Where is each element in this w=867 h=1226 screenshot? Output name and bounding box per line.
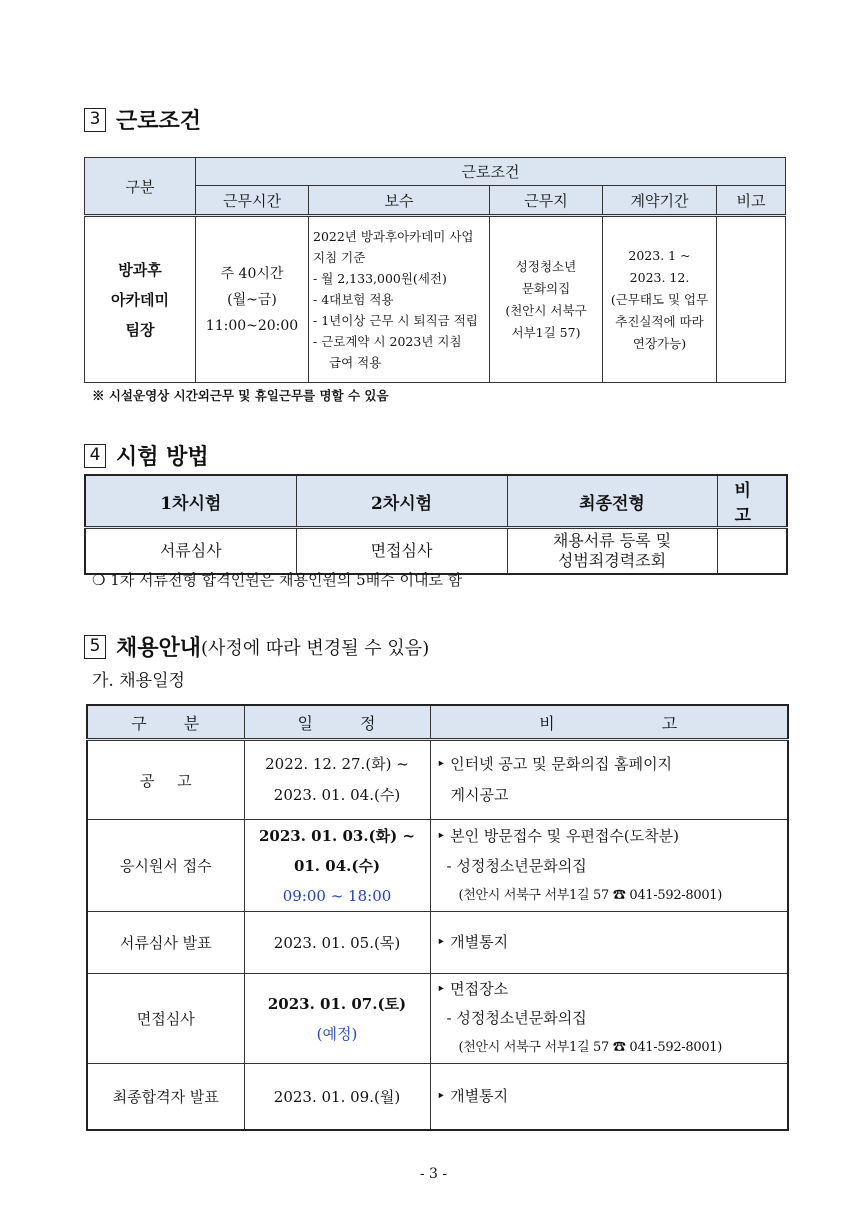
header-conditions: 근로조건 xyxy=(196,158,786,186)
cell-second-exam: 면접심사 xyxy=(296,528,507,574)
section-3-heading xyxy=(84,104,201,135)
pay-line: 급여 적용 xyxy=(329,355,382,370)
header-category: 구 분 xyxy=(87,705,244,740)
remark-line: ‣ 개별통지 xyxy=(436,1086,509,1105)
row-category xyxy=(85,216,196,383)
cell-remark xyxy=(430,1064,788,1130)
remark-line: - 성정청소년문화의집 xyxy=(446,856,587,875)
hours-line: (월~금) xyxy=(227,291,277,308)
hours-line: 11:00~20:00 xyxy=(205,317,299,334)
table-row xyxy=(87,740,788,820)
cell-date xyxy=(244,974,430,1064)
header-first-exam: 1차시험 xyxy=(85,475,296,528)
pay-line: 2022년 방과후아카데미 사업 xyxy=(313,229,474,244)
row-pay xyxy=(309,216,490,383)
section-4-note: ❍ 1차 서류전형 합격인원은 채용인원의 5배수 이내로 함 xyxy=(92,571,463,589)
row-remark xyxy=(717,216,786,383)
header-date: 일 정 xyxy=(244,705,430,740)
row-hours xyxy=(196,216,309,383)
header-second-exam: 2차시험 xyxy=(296,475,507,528)
date-line: 09:00 ~ 18:00 xyxy=(282,886,392,905)
header-pay: 보수 xyxy=(309,186,490,216)
period-line: 연장가능) xyxy=(632,335,687,351)
section-title: 근로조건 xyxy=(116,108,202,134)
remark-line: ‣ 본인 방문접수 및 우편접수(도착분) xyxy=(436,826,679,845)
date-line: (예정) xyxy=(316,1024,358,1043)
section-title: 채용안내 xyxy=(116,635,202,661)
remark-line: ‣ 개별통지 xyxy=(436,933,509,951)
remark-line: ‣ 면접장소 xyxy=(436,980,509,998)
section-number-box: 5 xyxy=(84,635,106,659)
date-line: 2023. 01. 05.(목) xyxy=(273,934,401,952)
category-line: 방과후 xyxy=(118,260,162,279)
category-line: 아카데미 xyxy=(111,290,169,309)
header-period: 계약기간 xyxy=(603,186,717,216)
pay-line: - 근로계약 시 2023년 지침 xyxy=(313,334,462,349)
header-category: 구분 xyxy=(85,158,196,216)
place-line: (천안시 서북구 xyxy=(505,302,587,318)
table-row xyxy=(87,1064,788,1130)
cell-category: 서류심사 발표 xyxy=(87,912,244,974)
cell-remark xyxy=(717,528,787,574)
section-title: 시험 방법 xyxy=(116,444,209,470)
period-line: 2023. 12. xyxy=(629,269,690,285)
section-4-heading xyxy=(84,440,209,471)
period-line: (근무태도 및 업무 xyxy=(610,291,709,307)
cell-remark xyxy=(430,820,788,912)
date-line: 2023. 01. 03.(화) ~ xyxy=(258,826,416,845)
row-period xyxy=(603,216,717,383)
pay-line: 지침 기준 xyxy=(313,250,366,265)
recruitment-schedule-table xyxy=(86,704,789,1131)
remark-line: (천안시 서북구 서부1길 57 ☎ 041-592-8001) xyxy=(458,1040,723,1055)
pay-line: - 월 2,133,000원(세전) xyxy=(313,271,447,286)
remark-line: - 성정청소년문화의집 xyxy=(446,1009,587,1027)
cell-date xyxy=(244,820,430,912)
section-3-note: ※ 시설운영상 시간외근무 및 휴일근무를 명할 수 있음 xyxy=(92,388,389,403)
cell-remark xyxy=(430,912,788,974)
cell-remark xyxy=(430,740,788,820)
header-remark: 비고 xyxy=(717,186,786,216)
cell-date xyxy=(244,1064,430,1130)
cell-remark xyxy=(430,974,788,1064)
cell-date xyxy=(244,912,430,974)
table-row xyxy=(87,820,788,912)
category-line: 팀장 xyxy=(125,320,155,339)
section-number-box: 3 xyxy=(84,108,106,132)
remark-line: (천안시 서북구 서부1길 57 ☎ 041-592-8001) xyxy=(458,887,723,903)
cell-first-exam: 서류심사 xyxy=(85,528,296,574)
section-subtitle: (사정에 따라 변경될 수 있음) xyxy=(201,637,430,659)
header-remark: 비 고 xyxy=(430,705,788,740)
date-line: 2023. 01. 09.(월) xyxy=(273,1087,401,1106)
final-line: 채용서류 등록 및 xyxy=(552,530,672,550)
header-place: 근무지 xyxy=(490,186,603,216)
place-line: 서부1길 57) xyxy=(511,324,581,340)
final-line: 성범죄경력조회 xyxy=(557,550,667,570)
exam-method-table xyxy=(84,474,788,575)
working-conditions-table xyxy=(84,157,786,383)
hours-line: 주 40시간 xyxy=(220,265,284,282)
period-line: 2023. 1 ~ xyxy=(628,247,691,263)
header-final: 최종전형 xyxy=(507,475,717,528)
date-line: 2023. 01. 07.(토) xyxy=(267,994,407,1013)
header-remark: 비 고 xyxy=(717,475,787,528)
pay-line: - 1년이상 근무 시 퇴직금 적립 xyxy=(313,313,478,328)
period-line: 추진실적에 따라 xyxy=(615,313,704,329)
cell-category: 응시원서 접수 xyxy=(87,820,244,912)
cell-category: 공 고 xyxy=(87,740,244,820)
section-number-box: 4 xyxy=(84,444,106,468)
place-line: 성정청소년 xyxy=(515,258,577,274)
cell-category: 최종합격자 발표 xyxy=(87,1064,244,1130)
table-row xyxy=(87,974,788,1064)
row-place xyxy=(490,216,603,383)
section-5-heading xyxy=(84,631,429,662)
date-line: 2023. 01. 04.(수) xyxy=(273,786,401,804)
cell-final xyxy=(507,528,717,574)
cell-category: 면접심사 xyxy=(87,974,244,1064)
page-number: - 3 - xyxy=(419,1166,448,1182)
schedule-subheading: 가. 채용일정 xyxy=(92,671,185,691)
table-row xyxy=(87,912,788,974)
pay-line: - 4대보험 적용 xyxy=(313,292,394,307)
date-line: 01. 04.(수) xyxy=(293,856,381,875)
header-hours: 근무시간 xyxy=(196,186,309,216)
remark-line: 게시공고 xyxy=(450,786,509,804)
date-line: 2022. 12. 27.(화) ~ xyxy=(265,755,409,773)
place-line: 문화의집 xyxy=(521,280,571,296)
remark-line: ‣ 인터넷 공고 및 문화의집 홈페이지 xyxy=(436,755,673,773)
cell-date xyxy=(244,740,430,820)
